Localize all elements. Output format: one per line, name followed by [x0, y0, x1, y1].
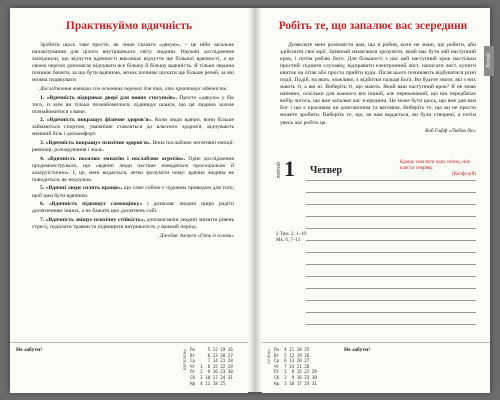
- planner-line[interactable]: [306, 288, 476, 289]
- planner-line[interactable]: [306, 204, 476, 205]
- right-page: [262, 8, 490, 392]
- benefit-text: Одне дослідження продемонструвало, що «вдячні люди частіше поводяться просоціально й альтруїстично». І, це, мені видається, легко зрозуміти чому: вдячна людина не поводиться, як недоумок.: [32, 155, 234, 183]
- planner-quote-author: (Конфуцій): [452, 172, 476, 177]
- benefit-item-3: [32, 140, 234, 154]
- planner-line[interactable]: [306, 312, 476, 313]
- right-calendar-month: СІЧЕНЬ: [266, 349, 271, 364]
- planner-quote-text: Краще запалити одну свічку, ніж клясти темряву.: [400, 160, 470, 171]
- planner-line[interactable]: [306, 324, 476, 325]
- left-bottom-strip: [10, 342, 248, 393]
- right-source: Боб Гофф «Любов діє»: [425, 128, 476, 135]
- benefit-head: 1. «Вдячність відкриває двері для нових стосунків».: [40, 94, 177, 101]
- right-mini-calendar: Пн 4 11 18 25 Вт 5 12 19 26 Ср 6 13 20 27 Чт 7 14 21 28 Пт 1 8 15 22 29 Сб 2 9 16 23 30 Нд 3 10 17 24 31: [274, 347, 317, 386]
- right-page-title: Робіть те, що запалює вас зсередини: [278, 20, 468, 32]
- right-reminder-label: Не забути!: [344, 347, 371, 353]
- planner-line[interactable]: [306, 192, 476, 193]
- planner-line[interactable]: [306, 240, 476, 241]
- benefit-item-6: [32, 201, 234, 215]
- planner-month-label: ЛЮТИЙ: [276, 162, 281, 179]
- benefit-text: Просте «дякую» у бік того, із ким ви тільки познайомилися, підвищує шанси, що ця людина захоче познайомитися з вами.: [32, 94, 234, 115]
- left-article-body: [32, 42, 234, 241]
- benefit-head: 7. «Вдячність звіщує психічну стійкість»,: [40, 216, 146, 223]
- benefit-head: 5. «Вдячні люди сплять краще»,: [40, 185, 123, 192]
- book-spread: [10, 8, 490, 392]
- benefit-head: 6. «Вдячність підвищує самооцінку»: [40, 201, 143, 208]
- benefit-text: Вона послаблює негативні емоції: ревнощі, розчарування і жаль.: [32, 139, 234, 154]
- benefit-item-7: [32, 217, 234, 231]
- right-paragraph: Дозвольте мені розповісти вам, що я робив, коли не знаю, що робити, аби здійснити свої мрії. Зазвичай намагаюся зрозуміти, який має бути мій наступний крок, і потім роблю його. Для більшості з нас цей наступний крок настільки простий: підняти слухавку, відправити електронний лист, написати лист, купити квиток на літак або просто прийти куди. Після цього починають відбуватися різні події. Подій, на яких, можливо, є відбитки пальця Бога. Ви будете знати, які з них мають ті, а які ні. Виберіть ті, що мають. Який ваш наступний крок? Я не знаю напевно, оскільки для кожного він інший, але переконаний, що він передбачає вибір чогось, що вже запалює вас зсередини. Це може бути щось, що вже дав вам Бог і що є красивим чи довговічним та вагомим. Виберіть те, що ви не просто можете зробити. Виберіть те, що, як вам видається, ви були створені, а потім увесь час робіть це.: [280, 42, 476, 126]
- benefit-head: 2. «Вдячність покращує фізичне здоров'я».: [40, 117, 153, 124]
- left-reminder-label: Не забути!: [16, 347, 43, 353]
- planner-quote: [400, 160, 476, 178]
- benefit-text: і дозволяє людині щиро радіти досягненням інших, а не бажати цих досягнень собі.: [32, 201, 234, 215]
- benefit-item-5: [32, 185, 234, 199]
- benefit-text: допомагаючи людині знизити рівень стресу, подолати травми та підвищити витривалість у важкий період.: [32, 216, 234, 230]
- book-spine: [248, 8, 262, 392]
- planner-line[interactable]: [306, 252, 476, 253]
- benefit-head: 4. «Вдячність посилює емпатію і послаблює агресію».: [40, 155, 186, 162]
- right-bottom-strip: [262, 342, 490, 393]
- benefit-text: що саме собою є чудовим приводом для того, щоб цим бути вдячним.: [32, 185, 234, 199]
- planner-line[interactable]: [306, 228, 476, 229]
- scripture-refs: [276, 232, 306, 244]
- planner-line[interactable]: [306, 276, 476, 277]
- benefit-head: 3. «Вдячність покращує психічне здоров'я».: [40, 139, 152, 146]
- benefit-item-1: [32, 95, 234, 116]
- left-calendar-month: БЕРЕЗЕНЬ: [182, 349, 187, 371]
- planner-line[interactable]: [306, 180, 476, 181]
- day-planner: [276, 156, 476, 264]
- left-page: [10, 8, 248, 392]
- month-tab[interactable]: Лютий: [484, 46, 494, 76]
- planner-weekday: Четвер: [310, 165, 343, 176]
- left-mini-calendar: Пн 5 12 19 26 Вт 6 13 20 27 Ср 7 14 21 28 Чт 1 8 15 22 29 Пт 2 9 16 23 30 Сб 3 10 17 24 31 Нд 4 11 18 25: [190, 347, 233, 386]
- left-intro: Дослідження виявили сім основних переваг для тих, хто практикує вдячність:: [40, 85, 229, 92]
- benefit-text: Коли люди вдячні, вони більше займаються спортом, уважніше ставляться до власного здоров'я, відчувають менший біль і дискомфорт.: [32, 117, 234, 138]
- planner-line[interactable]: [306, 300, 476, 301]
- benefit-item-4: [32, 156, 234, 184]
- planner-line[interactable]: [306, 216, 476, 217]
- left-paragraph: Зробити щось таке просте, як лише сказати «дякую», – це ніби загальне налаштування для цілого внутрішнього світу людини. Наукові дослідження засвідчили, що відчуття вдячності викликає відчуття ще більшої вдячності, а це своєю чергою допомагає відчувати все більшу й більшу вдячність. Я тільки людина починає бачити, за що бути вдячною, мозок починає шукати ще більше речей, за які можна подякувати.: [32, 42, 234, 84]
- planner-day-number: 1: [284, 156, 295, 181]
- left-page-title: Практикуймо вдячність: [65, 20, 193, 32]
- left-source: Джеймс Алтуєн «Геть із голови»: [160, 232, 234, 239]
- benefit-item-2: [32, 117, 234, 138]
- scripture-ref-2: Мк. 6, 7–13: [276, 238, 301, 243]
- right-article-body: [280, 42, 476, 137]
- planner-line[interactable]: [306, 264, 476, 265]
- scripture-ref-1: 2 Тим. 2, 1–10: [276, 232, 307, 237]
